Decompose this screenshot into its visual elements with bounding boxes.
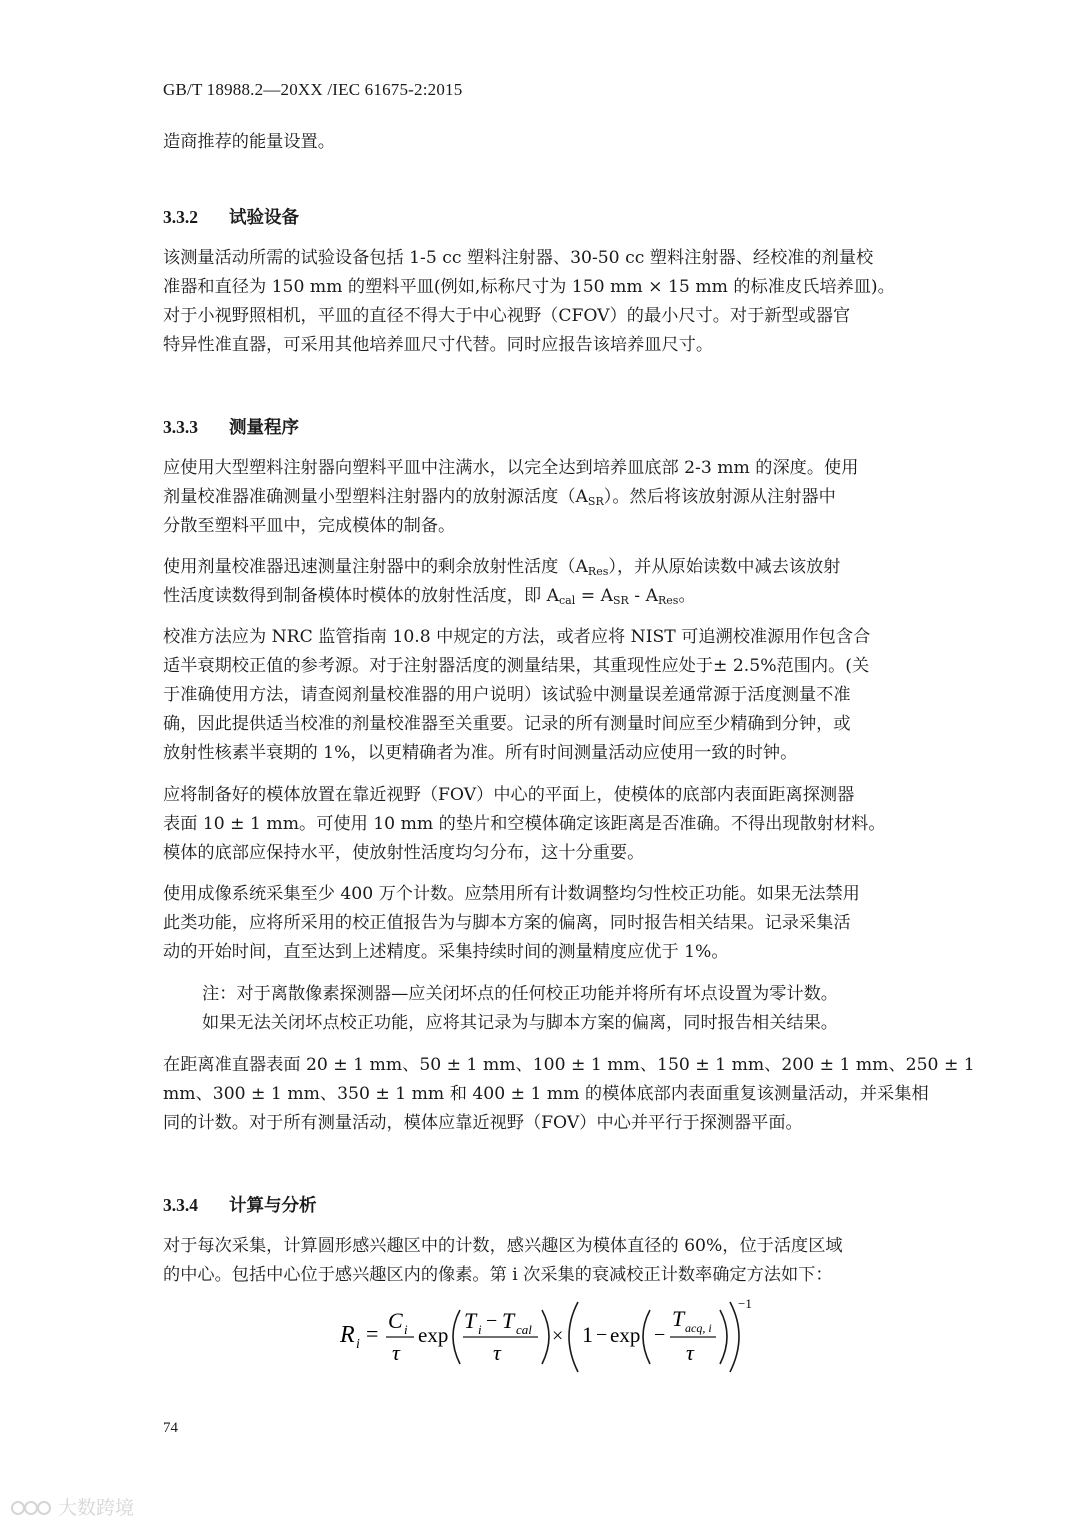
formula-tcal-sub: cal bbox=[516, 1322, 532, 1337]
text-line bbox=[163, 553, 923, 582]
text-line: 校准方法应为 NRC 监管指南 10.8 中规定的方法，或者应将 NIST 可追溯校准源用作包含合 bbox=[163, 627, 871, 647]
formula-tau: τ bbox=[493, 1340, 501, 1365]
formula-r-sub: i bbox=[356, 1337, 360, 1352]
standard-header: GB/T 18988.2—20XX /IEC 61675-2:2015 bbox=[163, 80, 463, 99]
text-line: 应将制备好的模体放置在靠近视野（FOV）中心的平面上，使模体的底部内表面距离探测器 bbox=[163, 785, 855, 805]
formula-tcal: T bbox=[502, 1308, 515, 1333]
formula-ti: T bbox=[464, 1308, 477, 1333]
formula-tacq-sub: acq, i bbox=[685, 1321, 712, 1335]
text-line: 注：对于离散像素探测器—应关闭坏点的任何校正功能并将所有坏点设置为零计数。 bbox=[202, 984, 838, 1004]
text-line: 在距离准直器表面 20 ± 1 mm、50 ± 1 mm、100 ± 1 mm、150 ± 1 mm、200 ± 1 mm、250 ± 1 bbox=[163, 1055, 975, 1075]
subscript: SR bbox=[587, 495, 604, 508]
paragraph-procedure-3 bbox=[163, 623, 923, 768]
paren-left bbox=[569, 1302, 578, 1372]
section-number: 3.3.2 bbox=[163, 207, 198, 227]
section-heading-3-3-3 bbox=[163, 414, 299, 439]
text-line: 对于每次采集，计算圆形感兴趣区中的计数，感兴趣区为模体直径的 60%，位于活度区域 bbox=[163, 1236, 843, 1256]
text-span: ）。然后将该放射源从注射器中 bbox=[603, 487, 836, 507]
text-line bbox=[163, 483, 923, 512]
text-span: 性活度读数得到制备模体时模体的放射性活度，即 A bbox=[163, 586, 560, 606]
formula-times: × bbox=[552, 1325, 564, 1347]
section-heading-3-3-4 bbox=[163, 1192, 317, 1217]
formula-minus: − bbox=[486, 1310, 498, 1332]
formula-eq: = bbox=[366, 1321, 379, 1346]
subscript: Res bbox=[587, 565, 609, 578]
section-number: 3.3.4 bbox=[163, 1195, 198, 1215]
formula-ti-sub: i bbox=[478, 1322, 482, 1337]
section-title: 试验设备 bbox=[229, 208, 299, 228]
text-span: 剂量校准器准确测量小型塑料注射器内的放射源活度（A bbox=[163, 487, 588, 507]
watermark-text: 大数跨境 bbox=[58, 1497, 135, 1519]
intro-paragraph bbox=[163, 128, 923, 157]
text-line: 模体的底部应保持水平，使放射性活度均匀分布，这十分重要。 bbox=[163, 843, 645, 863]
subscript: SR bbox=[613, 594, 629, 607]
text-line: 的中心。包括中心位于感兴趣区内的像素。第 i 次采集的衰减校正计数率确定方法如下： bbox=[163, 1265, 833, 1285]
watermark bbox=[10, 1493, 134, 1520]
paragraph-procedure-6 bbox=[163, 1051, 975, 1138]
paragraph-equipment bbox=[163, 244, 923, 360]
formula-tau: τ bbox=[392, 1340, 400, 1365]
formula-exp: exp bbox=[610, 1323, 641, 1347]
text-line: 动的开始时间，直至达到上述精度。采集持续时间的测量精度应优于 1%。 bbox=[163, 942, 729, 962]
text-line: 对于小视野照相机，平皿的直径不得大于中心视野（CFOV）的最小尺寸。对于新型或器官 bbox=[163, 306, 851, 326]
formula-tau: τ bbox=[686, 1340, 694, 1365]
section-title: 计算与分析 bbox=[229, 1196, 317, 1216]
formula-exp: exp bbox=[418, 1323, 449, 1347]
subscript: cal bbox=[559, 594, 576, 607]
text-line bbox=[163, 582, 923, 611]
formula-one: 1 bbox=[582, 1322, 593, 1347]
text-line: 应使用大型塑料注射器向塑料平皿中注满水，以完全达到培养皿底部 2-3 mm 的深度。使用 bbox=[163, 458, 859, 478]
text-span: - A bbox=[628, 586, 658, 606]
subscript: Res bbox=[658, 594, 679, 607]
text-line: 此类功能，应将所采用的校正值报告为与脚本方案的偏离，同时报告相关结果。记录采集活 bbox=[163, 913, 851, 933]
text-span: = A bbox=[575, 586, 614, 606]
decay-corrected-count-rate-formula bbox=[338, 1296, 758, 1376]
text-line: 特异性准直器，可采用其他培养皿尺寸代替。同时应报告该培养皿尺寸。 bbox=[163, 335, 714, 355]
text-line: 该测量活动所需的试验设备包括 1-5 cc 塑料注射器、30-50 cc 塑料注射器、经校准的剂量校 bbox=[163, 248, 874, 268]
section-heading-3-3-2 bbox=[163, 204, 299, 229]
formula-minus: − bbox=[654, 1324, 666, 1346]
paragraph-procedure-4 bbox=[163, 781, 923, 868]
section-title: 测量程序 bbox=[229, 418, 299, 438]
watermark-logo-icon bbox=[10, 1496, 52, 1518]
text-line: 表面 10 ± 1 mm。可使用 10 mm 的垫片和空模体确定该距离是否准确。不得出现散射材料。 bbox=[163, 814, 886, 834]
text-span: 使用剂量校准器迅速测量注射器中的剩余放射性活度（A bbox=[163, 557, 588, 577]
text-line: 造商推荐的能量设置。 bbox=[163, 132, 335, 152]
text-line: 于准确使用方法，请查阅剂量校准器的用户说明）该试验中测量误差通常源于活度测量不准 bbox=[163, 685, 851, 705]
text-line: 如果无法关闭坏点校正功能，应将其记录为与脚本方案的偏离，同时报告相关结果。 bbox=[202, 1013, 838, 1033]
formula-c-sub: i bbox=[404, 1322, 408, 1337]
paragraph-procedure-5 bbox=[163, 880, 923, 967]
formula-svg bbox=[338, 1296, 758, 1376]
formula-c: C bbox=[388, 1308, 403, 1333]
page-number: 74 bbox=[163, 1420, 178, 1436]
text-line: 同的计数。对于所有测量活动，模体应靠近视野（FOV）中心并平行于探测器平面。 bbox=[163, 1113, 803, 1133]
text-line: 准器和直径为 150 mm 的塑料平皿(例如,标称尺寸为 150 mm × 15 mm 的标准皮氏培养皿)。 bbox=[163, 277, 895, 297]
paragraph-procedure-1 bbox=[163, 454, 923, 541]
paren-right bbox=[730, 1302, 739, 1372]
text-line: 分散至塑料平皿中，完成模体的制备。 bbox=[163, 516, 456, 536]
text-line: 适半衰期校正值的参考源。对于注射器活度的测量结果，其重现性应处于± 2.5%范围内。(关 bbox=[163, 656, 870, 676]
text-span: ），并从原始读数中减去该放射 bbox=[608, 557, 841, 577]
section-number: 3.3.3 bbox=[163, 417, 198, 437]
formula-minus: − bbox=[596, 1324, 608, 1346]
paragraph-analysis bbox=[163, 1232, 923, 1290]
formula-tacq: T bbox=[672, 1306, 685, 1331]
formula-r: R bbox=[340, 1322, 355, 1348]
text-line: 使用成像系统采集至少 400 万个计数。应禁用所有计数调整均匀性校正功能。如果无法禁用 bbox=[163, 884, 860, 904]
text-line: mm、300 ± 1 mm、350 ± 1 mm 和 400 ± 1 mm 的模体底部内表面重复该测量活动，并采集相 bbox=[163, 1084, 929, 1104]
paren-right bbox=[720, 1310, 727, 1364]
formula-power: −1 bbox=[738, 1296, 752, 1311]
paren-left bbox=[643, 1310, 650, 1364]
text-line: 放射性核素半衰期的 1%，以更精确者为准。所有时间测量活动应使用一致的时钟。 bbox=[163, 743, 798, 763]
paren-right bbox=[542, 1310, 549, 1364]
text-span: 。 bbox=[678, 586, 696, 606]
text-line: 确，因此提供适当校准的剂量校准器至关重要。记录的所有测量时间应至少精确到分钟，或 bbox=[163, 714, 851, 734]
paren-left bbox=[453, 1310, 460, 1364]
paragraph-procedure-2 bbox=[163, 553, 923, 611]
note-paragraph bbox=[202, 980, 932, 1038]
